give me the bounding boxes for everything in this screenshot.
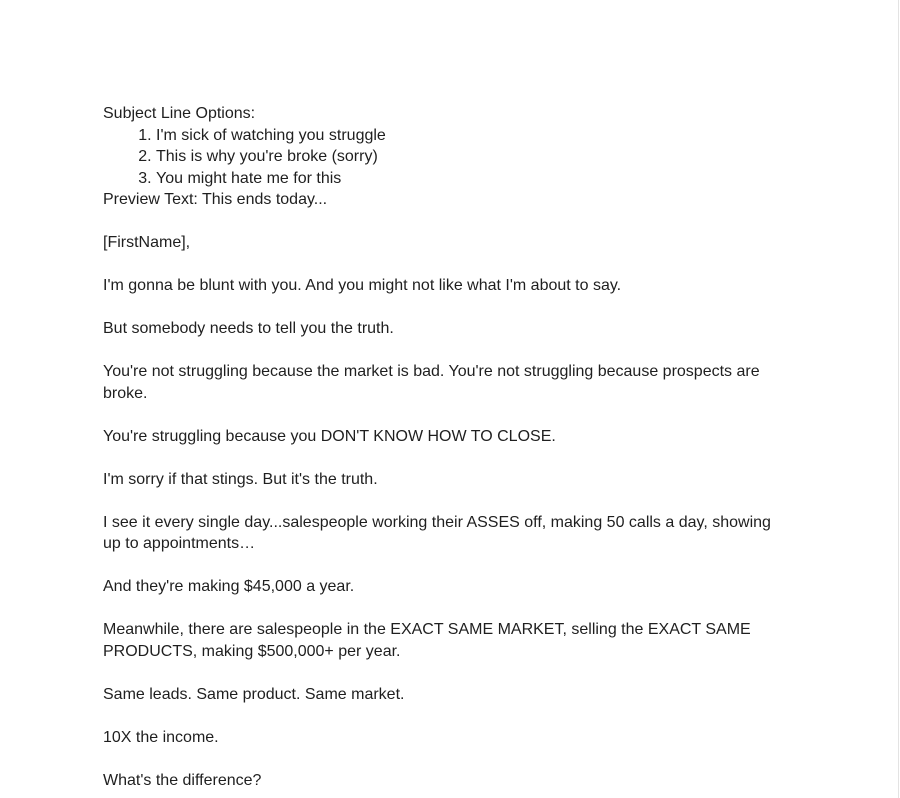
blank-line bbox=[103, 598, 793, 620]
blank-line bbox=[103, 297, 793, 319]
body-paragraph: Same leads. Same product. Same market. bbox=[103, 685, 405, 703]
blank-line bbox=[103, 447, 793, 469]
body-paragraph: You're not struggling because the market is bad. You're not struggling because prospects are broke. bbox=[103, 363, 760, 402]
subject-heading: Subject Line Options: bbox=[103, 105, 256, 122]
subject-option: 3. You might hate me for this bbox=[156, 168, 793, 190]
blank-line bbox=[103, 555, 793, 577]
body-paragraph: And they're making $45,000 a year. bbox=[103, 578, 355, 595]
blank-line bbox=[103, 662, 793, 684]
blank-line bbox=[103, 340, 793, 362]
blank-line bbox=[103, 404, 793, 426]
document-body[interactable] bbox=[103, 103, 793, 791]
blank-line bbox=[103, 254, 793, 276]
subject-options-list bbox=[103, 125, 793, 190]
greeting-paragraph: [FirstName], bbox=[103, 234, 191, 251]
body-paragraph: I'm sorry if that stings. But it's the truth. bbox=[103, 470, 378, 488]
body-paragraph: Meanwhile, there are salespeople in the EXACT SAME MARKET, selling the EXACT SAME PRODUCTS, making $500,000+ per year. bbox=[103, 621, 751, 660]
body-paragraph: You're struggling because you DON'T KNOW HOW TO CLOSE. bbox=[103, 427, 556, 445]
body-paragraph: 10X the income. bbox=[103, 728, 219, 746]
body-paragraph: But somebody needs to tell you the truth. bbox=[103, 320, 394, 337]
blank-line bbox=[103, 705, 793, 727]
blank-line bbox=[103, 211, 793, 233]
subject-option: 1. I'm sick of watching you struggle bbox=[156, 125, 793, 147]
blank-line bbox=[103, 490, 793, 512]
subject-option: 2. This is why you're broke (sorry) bbox=[156, 146, 793, 168]
body-paragraph: I see it every single day...salespeople working their ASSES off, making 50 calls a day, showing up to appointments… bbox=[103, 513, 771, 552]
body-paragraph: I'm gonna be blunt with you. And you might not like what I'm about to say. bbox=[103, 277, 622, 294]
preview-text: Preview Text: This ends today... bbox=[103, 191, 328, 208]
body-paragraph: What's the difference? bbox=[103, 771, 262, 789]
blank-line bbox=[103, 748, 793, 770]
